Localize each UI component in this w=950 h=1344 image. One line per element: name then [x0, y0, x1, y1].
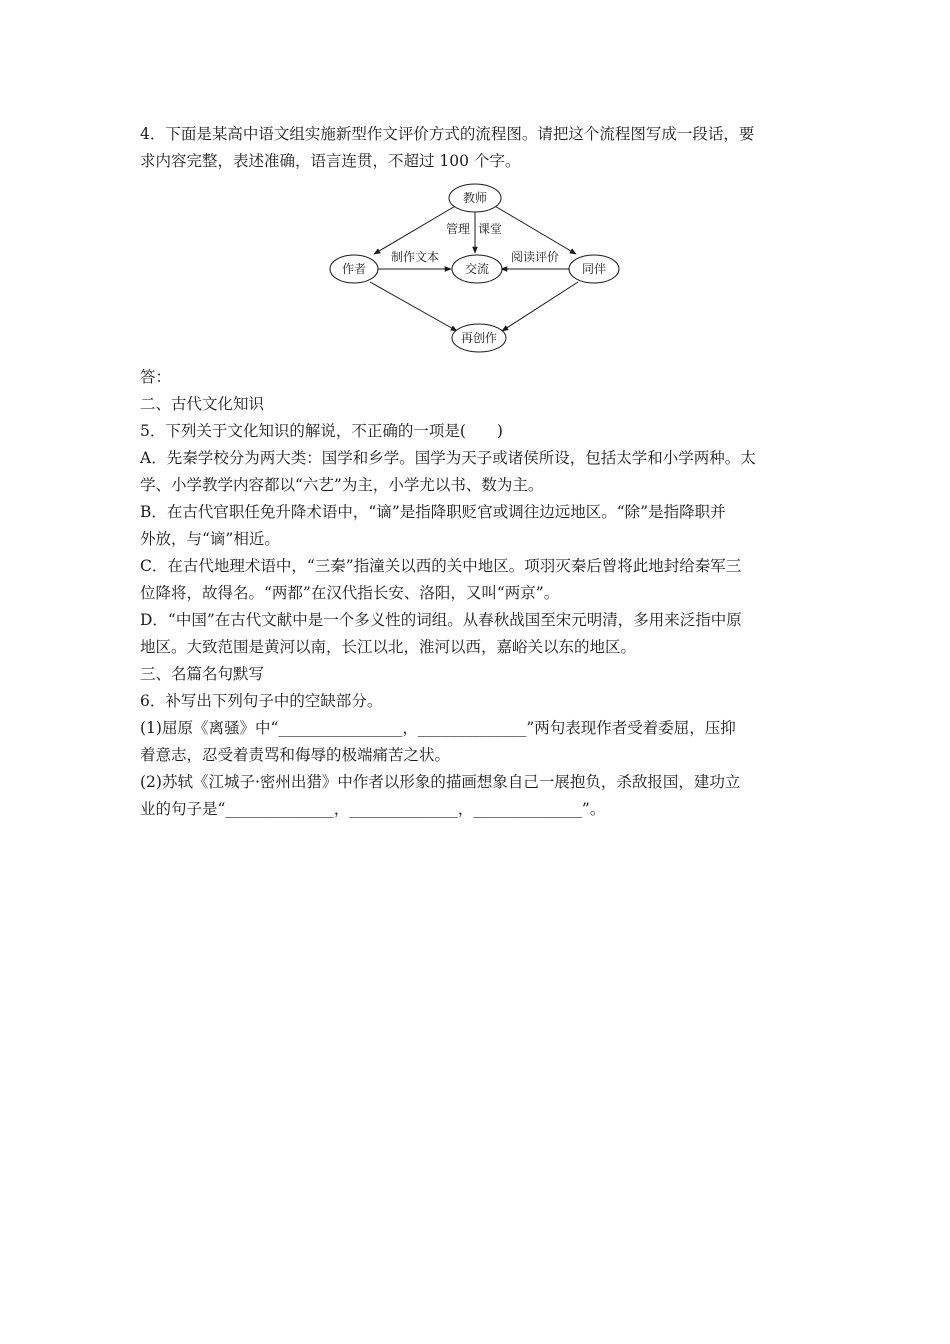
- q5-option-b-line-1: B．在古代官职任免升降术语中，“谪”是指降职贬官或调往边远地区。“除”是指降职并: [140, 503, 726, 521]
- section-2-title: 二、古代文化知识: [140, 395, 265, 413]
- edge-label-classroom: 课堂: [478, 222, 503, 236]
- node-author: [330, 255, 378, 283]
- edge-label-manage: 管理: [446, 222, 471, 236]
- edge-peer-to-recreate: [502, 282, 578, 331]
- answer-label: 答：: [140, 368, 172, 386]
- q6-part-2-line-2: 业的句子是“______________，______________，______________”。: [140, 800, 606, 818]
- edge-label-make-text: 制作文本: [391, 250, 440, 264]
- flowchart-svg: [320, 177, 630, 357]
- q6-part-1-line-2: 着意志，忍受着责骂和侮辱的极端痛苦之状。: [140, 746, 451, 764]
- q5-option-c-line-1: C．在古代地理术语中，“三秦”指潼关以西的关中地区。项羽灭秦后曾将此地封给秦军三: [140, 557, 742, 575]
- q6-part-1-line-1: (1)屈原《离骚》中“________________，______________”两句表现作者受着委屈，压抑: [140, 719, 736, 737]
- section-3-title: 三、名篇名句默写: [140, 665, 265, 683]
- node-recreate: [452, 324, 506, 352]
- node-author-label: 作者: [341, 262, 367, 276]
- q5-option-b-line-2: 外放，与“谪”相近。: [140, 530, 280, 548]
- node-exchange: [452, 255, 502, 283]
- q4-line-2: 求内容完整，表述准确，语言连贯，不超过 100 个字。: [140, 152, 521, 170]
- edge-label-read-eval: 阅读评价: [511, 250, 560, 264]
- q4-line-1: 4．下面是某高中语文组实施新型作文评价方式的流程图。请把这个流程图写成一段话，要: [140, 125, 755, 143]
- q5-stem: 5．下列关于文化知识的解说，不正确的一项是( ): [140, 422, 503, 440]
- node-teacher: [449, 184, 501, 212]
- node-peer-label: 同伴: [581, 262, 607, 276]
- edge-teacher-to-peer: [493, 205, 576, 254]
- flowchart: [320, 177, 630, 357]
- node-exchange-label: 交流: [464, 262, 490, 276]
- edge-author-to-recreate: [370, 282, 457, 331]
- node-recreate-label: 再创作: [460, 331, 498, 345]
- node-teacher-label: 教师: [462, 191, 488, 205]
- q6-stem: 6．补写出下列句子中的空缺部分。: [140, 692, 383, 710]
- edge-teacher-to-author: [374, 205, 457, 254]
- q5-option-c-line-2: 位降将，故得名。“两都”在汉代指长安、洛阳，又叫“两京”。: [140, 584, 560, 602]
- q5-option-a-line-1: A．先秦学校分为两大类：国学和乡学。国学为天子或诸侯所设，包括太学和小学两种。太: [140, 449, 756, 467]
- q5-option-a-line-2: 学、小学教学内容都以“六艺”为主，小学尤以书、数为主。: [140, 476, 544, 494]
- q5-option-d-line-1: D．“中国”在古代文献中是一个多义性的词组。从春秋战国至宋元明清，多用来泛指中原: [140, 611, 742, 629]
- node-peer: [569, 255, 619, 283]
- q6-part-2-line-1: (2)苏轼《江城子·密州出猎》中作者以形象的描画想象自己一展抱负，杀敌报国，建功立: [140, 773, 741, 791]
- q5-option-d-line-2: 地区。大致范围是黄河以南，长江以北，淮河以西，嘉峪关以东的地区。: [140, 638, 637, 656]
